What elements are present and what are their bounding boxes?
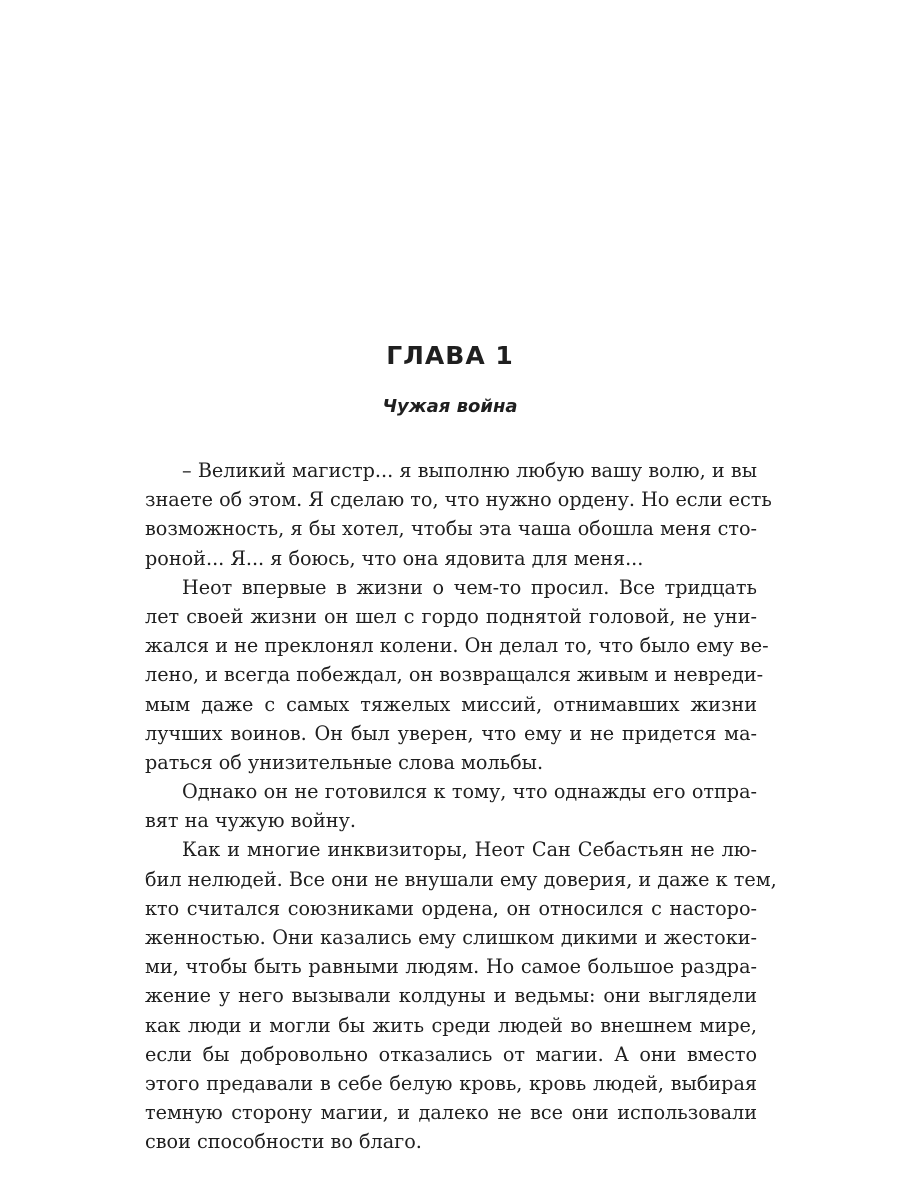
text-line: жение у него вызывали колдуны и ведьмы: они выглядели	[145, 984, 757, 1008]
chapter-subtitle: Чужая война	[382, 396, 518, 417]
text-line: – Великий магистр... я выполню любую вашу волю, и вы	[182, 459, 757, 482]
text-line: роной... Я... я боюсь, что она ядовита для меня...	[145, 546, 644, 570]
text-line: женностью. Они казались ему слишком дикими и жестоки-	[145, 926, 757, 949]
text-line: жался и не преклонял колени. Он делал то, что было ему ве-	[145, 634, 769, 658]
text-line: как люди и могли бы жить среди людей во внешнем мире,	[145, 1013, 757, 1037]
text-line: лено, и всегда побеждал, он возвращался живым и невреди-	[145, 663, 764, 687]
text-line: темную сторону магии, и далеко не все они использовали	[145, 1101, 757, 1125]
text-line: свои способности во благо.	[145, 1130, 422, 1154]
text-line: мым даже с самых тяжелых миссий, отнимавших жизни	[145, 692, 757, 716]
text-line: если бы добровольно отказались от магии. А они вместо	[145, 1042, 757, 1066]
text-line: возможность, я бы хотел, чтобы эта чаша обошла меня сто-	[145, 517, 757, 541]
text-line: Как и многие инквизиторы, Неот Сан Себастьян не лю-	[182, 838, 757, 862]
text-line: этого предавали в себе белую кровь, кровь людей, выбирая	[145, 1071, 757, 1095]
text-line: Однако он не готовился к тому, что однажды его отпра-	[182, 780, 757, 804]
text-line: лучших воинов. Он был уверен, что ему и не придется ма-	[145, 721, 757, 745]
text-line: знаете об этом. Я сделаю то, что нужно ордену. Но если есть	[145, 488, 772, 512]
chapter-title: ГЛАВА 1	[386, 341, 514, 370]
chapter-body	[145, 456, 777, 1157]
text-line: лет своей жизни он шел с гордо поднятой головой, не уни-	[145, 604, 757, 628]
text-line: ми, чтобы быть равными людям. Но самое большое раздра-	[145, 955, 757, 979]
text-line: кто считался союзниками ордена, он относился с насторо-	[145, 896, 757, 920]
text-line: вят на чужую войну.	[145, 809, 356, 833]
text-line: бил нелюдей. Все они не внушали ему доверия, и даже к тем,	[145, 867, 777, 891]
text-line: Неот впервые в жизни о чем-то просил. Все тридцать	[182, 575, 757, 599]
text-line: раться об унизительные слова мольбы.	[145, 750, 544, 774]
